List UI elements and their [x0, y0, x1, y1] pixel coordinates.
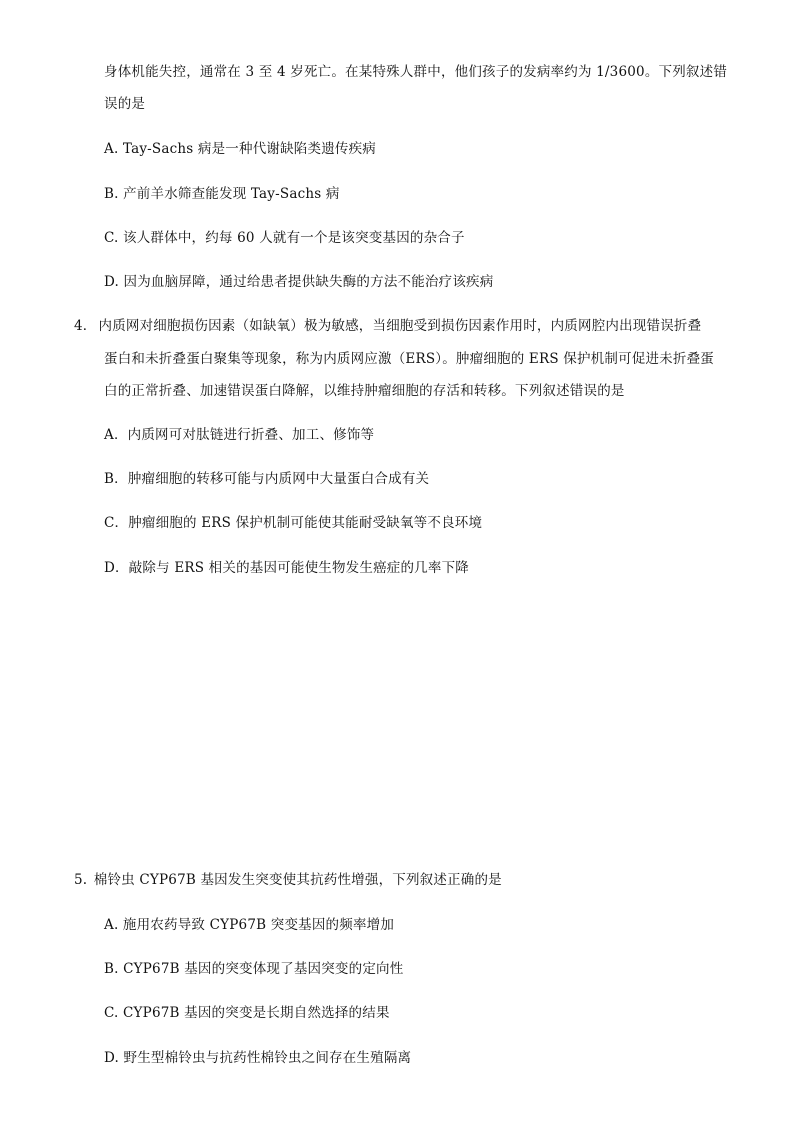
- q4-stem-line-3: 白的正常折叠、加速错误蛋白降解，以维持肿瘤细胞的存活和转移。下列叙述错误的是: [104, 383, 625, 399]
- q4-stem-line-2: 蛋白和未折叠蛋白聚集等现象，称为内质网应激（ERS）。肿瘤细胞的 ERS 保护机制可促进未折叠蛋: [104, 351, 714, 367]
- q5-number: 5.: [74, 872, 88, 888]
- q4-option-b: B．肿瘤细胞的转移可能与内质网中大量蛋白合成有关: [104, 471, 430, 487]
- q3-option-c: C. 该人群体中，约每 60 人就有一个是该突变基因的杂合子: [104, 230, 465, 246]
- q5-stem-line: [74, 871, 502, 889]
- q4-number: 4．: [74, 318, 97, 334]
- q4-option-d: D．敲除与 ERS 相关的基因可能使生物发生癌症的几率下降: [104, 560, 469, 576]
- q5-stem-text: 棉铃虫 CYP67B 基因发生突变使其抗药性增强，下列叙述正确的是: [93, 872, 502, 888]
- q4-stem-text-1: 内质网对细胞损伤因素（如缺氧）极为敏感，当细胞受到损伤因素作用时，内质网腔内出现错误折叠: [98, 318, 702, 334]
- q5-option-d: D. 野生型棉铃虫与抗药性棉铃虫之间存在生殖隔离: [104, 1050, 412, 1066]
- q3-option-b: B. 产前羊水筛查能发现 Tay-Sachs 病: [104, 186, 340, 202]
- q4-option-c: C．肿瘤细胞的 ERS 保护机制可能使其能耐受缺氧等不良环境: [104, 515, 483, 531]
- q3-stem-line-1: 身体机能失控，通常在 3 至 4 岁死亡。在某特殊人群中，他们孩子的发病率约为 1/3600。下列叙述错: [104, 64, 728, 80]
- q5-option-c: C. CYP67B 基因的突变是长期自然选择的结果: [104, 1005, 390, 1021]
- q3-option-d: D. 因为血脑屏障，通过给患者提供缺失酶的方法不能治疗该疾病: [104, 274, 494, 290]
- q5-option-a: A. 施用农药导致 CYP67B 突变基因的频率增加: [104, 917, 395, 933]
- q3-option-a: A. Tay-Sachs 病是一种代谢缺陷类遗传疾病: [104, 141, 376, 157]
- q4-stem-line-1: [74, 317, 701, 335]
- q3-stem-line-2: 误的是: [104, 96, 146, 112]
- q5-option-b: B. CYP67B 基因的突变体现了基因突变的定向性: [104, 961, 404, 977]
- q4-option-a: A．内质网可对肽链进行折叠、加工、修饰等: [104, 427, 375, 443]
